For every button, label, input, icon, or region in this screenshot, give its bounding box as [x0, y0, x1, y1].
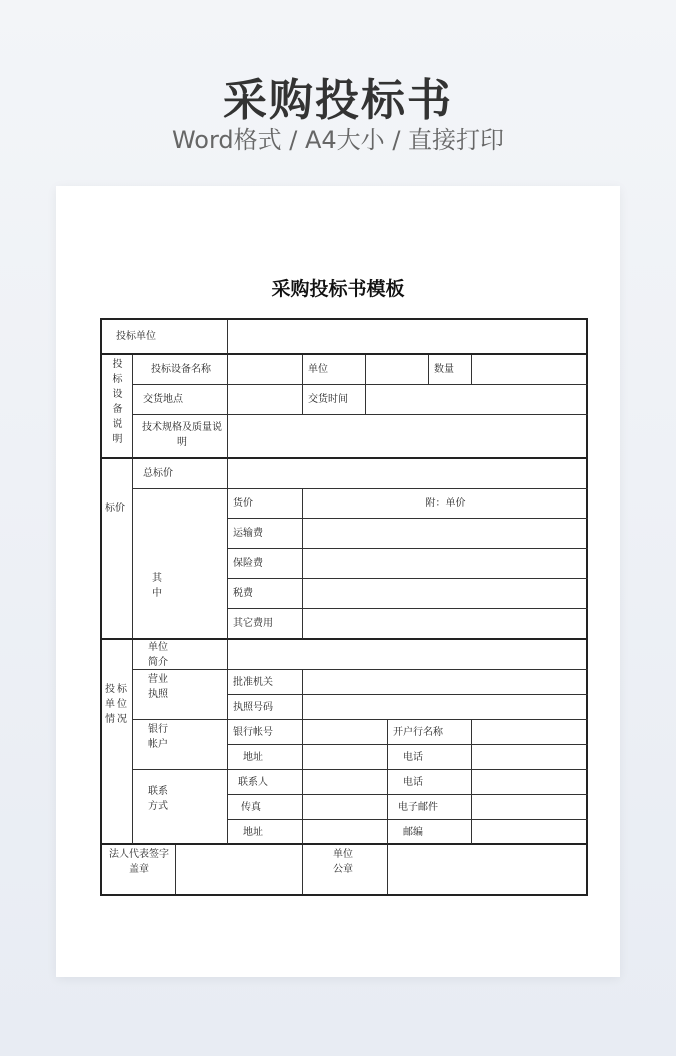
contact-person-label: 联系人: [238, 777, 268, 788]
delivery-place-label-cell: [133, 385, 228, 415]
bidder-unit-value[interactable]: [228, 320, 588, 355]
contact-section-label: 联系方式: [148, 786, 168, 812]
goods-price-label: 货价: [233, 498, 253, 509]
company-profile-label-cell: [133, 640, 228, 670]
postcode-label: 邮编: [403, 827, 423, 838]
document-title: 采购投标书模板: [271, 278, 405, 300]
legal-rep-signature-label: 法人代表签字盖章: [109, 849, 169, 875]
postcode-label-cell: [388, 820, 472, 845]
bidder-unit-label: 投标单位: [116, 331, 156, 342]
bidder-unit-label-cell: [102, 320, 228, 355]
bidder-info-section-label-cell: [102, 640, 133, 845]
other-fees-label: 其它费用: [233, 618, 273, 629]
bank-account-no-value[interactable]: [303, 720, 388, 745]
delivery-place-label: 交货地点: [143, 394, 183, 405]
bank-name-label: 开户行名称: [393, 727, 443, 738]
bank-account-section-label: 银行帐户: [148, 724, 168, 750]
delivery-time-label: 交货时间: [308, 394, 348, 405]
tech-spec-value[interactable]: [228, 415, 588, 459]
bank-name-value[interactable]: [472, 720, 588, 745]
unit-value[interactable]: [366, 355, 429, 385]
bank-address-label-cell: [228, 745, 303, 770]
goods-price-value[interactable]: [303, 489, 588, 519]
bank-phone-label-cell: [388, 745, 472, 770]
equipment-name-value[interactable]: [228, 355, 303, 385]
contact-person-value[interactable]: [303, 770, 388, 795]
business-license-label-cell: [133, 670, 228, 720]
unit-price-note: 附：单价: [425, 498, 466, 509]
bank-phone-label: 电话: [403, 752, 423, 763]
fax-label-cell: [228, 795, 303, 820]
company-seal-label-cell: [303, 845, 388, 894]
bid-form-table: [100, 318, 588, 896]
contact-address-label: 地址: [243, 827, 263, 838]
legal-rep-signature-value[interactable]: [176, 845, 303, 894]
bank-name-label-cell: [388, 720, 472, 745]
freight-label-cell: [228, 519, 303, 549]
fax-label: 传真: [241, 802, 261, 813]
license-number-label-cell: [228, 695, 303, 720]
contact-section-cell: [133, 770, 228, 845]
total-price-label-cell: [133, 459, 228, 489]
contact-phone-label: 电话: [403, 777, 423, 788]
of-which-label: 其中: [152, 573, 162, 599]
company-seal-value[interactable]: [388, 845, 588, 894]
approval-authority-value[interactable]: [303, 670, 588, 695]
quantity-value[interactable]: [472, 355, 588, 385]
price-section-label: 标价: [105, 503, 125, 514]
email-value[interactable]: [472, 795, 588, 820]
bank-phone-value[interactable]: [472, 745, 588, 770]
of-which-label-cell: [133, 489, 228, 640]
bidder-info-section-label: 投标单位情况: [105, 684, 129, 725]
company-profile-value[interactable]: [228, 640, 588, 670]
approval-authority-label: 批准机关: [233, 677, 273, 688]
postcode-value[interactable]: [472, 820, 588, 845]
total-price-value[interactable]: [228, 459, 588, 489]
document-page: [56, 186, 620, 977]
contact-phone-label-cell: [388, 770, 472, 795]
bank-account-no-label-cell: [228, 720, 303, 745]
delivery-time-value[interactable]: [366, 385, 588, 415]
other-fees-label-cell: [228, 609, 303, 640]
equipment-name-label-cell: [133, 355, 228, 385]
freight-value[interactable]: [303, 519, 588, 549]
equipment-section-label: 投标设备说明: [112, 359, 123, 445]
delivery-place-value[interactable]: [228, 385, 303, 415]
hero-title: 采购投标书: [223, 75, 453, 126]
other-fees-value[interactable]: [303, 609, 588, 640]
approval-authority-label-cell: [228, 670, 303, 695]
bank-account-no-label: 银行帐号: [233, 727, 273, 738]
bank-account-section-cell: [133, 720, 228, 770]
bank-address-label: 地址: [243, 752, 263, 763]
license-number-label: 执照号码: [233, 702, 273, 713]
insurance-label-cell: [228, 549, 303, 579]
tax-label-cell: [228, 579, 303, 609]
freight-label: 运输费: [233, 528, 263, 539]
insurance-value[interactable]: [303, 549, 588, 579]
equipment-name-label: 投标设备名称: [151, 364, 211, 375]
email-label: 电子邮件: [398, 802, 438, 813]
tech-spec-label: 技术规格及质量说明: [142, 422, 222, 448]
fax-value[interactable]: [303, 795, 388, 820]
contact-address-label-cell: [228, 820, 303, 845]
contact-person-label-cell: [228, 770, 303, 795]
bank-address-value[interactable]: [303, 745, 388, 770]
tech-spec-label-cell: [133, 415, 228, 459]
unit-label-cell: [303, 355, 366, 385]
legal-rep-label-cell: [102, 845, 176, 894]
total-price-label: 总标价: [143, 468, 173, 479]
contact-phone-value[interactable]: [472, 770, 588, 795]
unit-label: 单位: [308, 364, 328, 375]
license-number-value[interactable]: [303, 695, 588, 720]
delivery-time-label-cell: [303, 385, 366, 415]
quantity-label-cell: [429, 355, 472, 385]
company-seal-label: 单位公章: [333, 849, 353, 875]
goods-price-label-cell: [228, 489, 303, 519]
insurance-label: 保险费: [233, 558, 263, 569]
contact-address-value[interactable]: [303, 820, 388, 845]
hero-subtitle: Word格式 / A4大小 / 直接打印: [171, 126, 505, 154]
company-profile-label: 单位简介: [148, 642, 168, 668]
quantity-label: 数量: [434, 364, 454, 375]
business-license-label: 营业执照: [148, 674, 168, 700]
price-section-label-cell: [102, 459, 133, 640]
email-label-cell: [388, 795, 472, 820]
tax-value[interactable]: [303, 579, 588, 609]
equipment-section-label-cell: [102, 355, 133, 459]
tax-label: 税费: [233, 588, 253, 599]
